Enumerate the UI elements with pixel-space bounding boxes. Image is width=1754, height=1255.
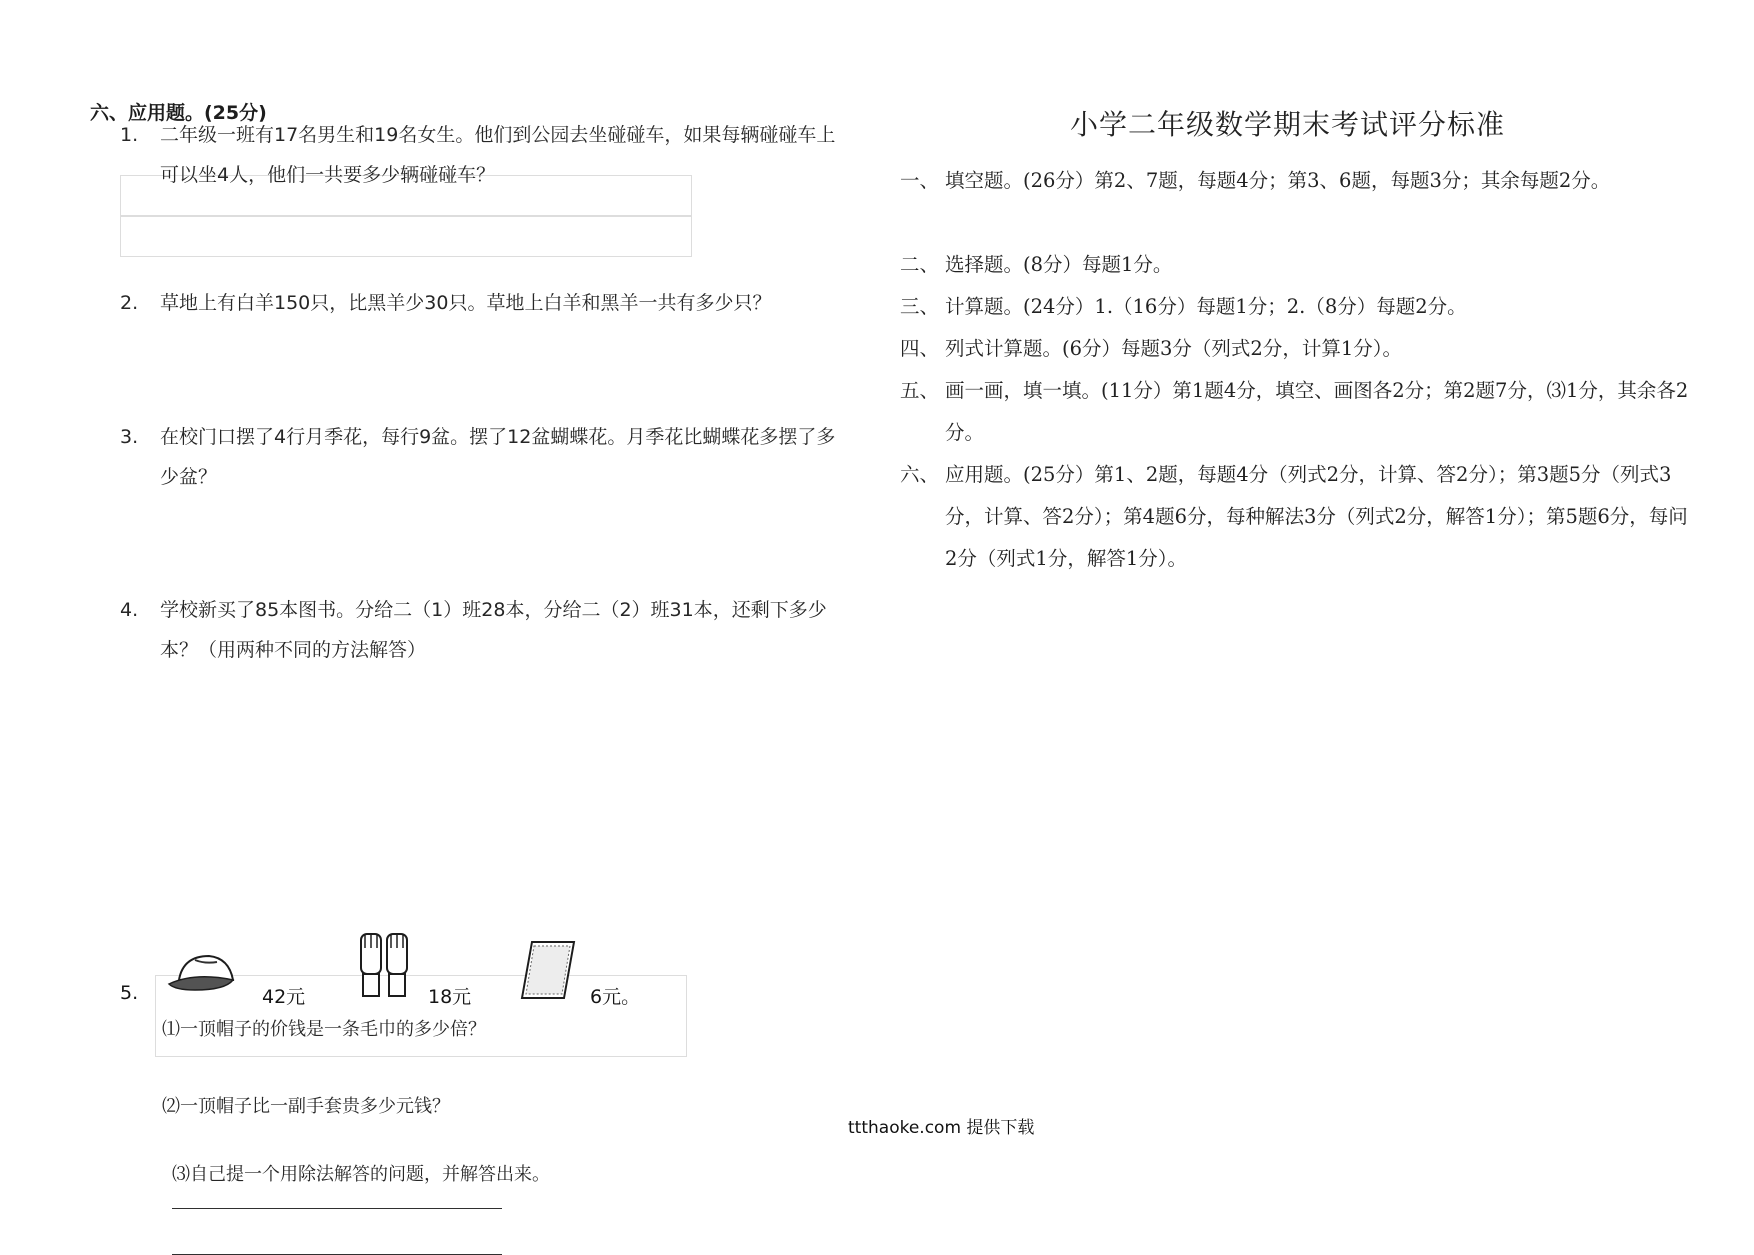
question-number: 2. <box>120 292 139 314</box>
scoring-rule <box>900 244 1690 286</box>
question-number: 5. <box>120 982 139 1004</box>
answer-line <box>172 1208 502 1209</box>
rule-text: 选择题。(8分）每题1分。 <box>945 253 1173 276</box>
rule-label: 一、 <box>900 169 940 192</box>
footer-source: ttthaoke.com 提供下载 <box>848 1118 1035 1138</box>
rule-label: 六、 <box>900 463 940 486</box>
rule-text: 画一画，填一填。(11分）第1题4分，填空、画图各2分；第2题7分，⑶1分，其余各2分。 <box>945 379 1689 444</box>
scoring-rule <box>900 454 1690 580</box>
gloves-icon <box>355 930 415 1009</box>
scoring-rule <box>900 328 1690 370</box>
scoring-rule <box>900 286 1690 328</box>
question-text: 草地上有白羊150只，比黑羊少30只。草地上白羊和黑羊一共有多少只？ <box>160 292 772 314</box>
question-text: 学校新买了85本图书。分给二（1）班28本，分给二（2）班31本，还剩下多少本？（用两种不同的方法解答） <box>160 599 827 661</box>
rule-label: 五、 <box>900 379 940 402</box>
scoring-rule <box>900 370 1690 454</box>
question-text: 二年级一班有17名男生和19名女生。他们到公园去坐碰碰车，如果每辆碰碰车上可以坐4人，他们一共要多少辆碰碰车？ <box>160 124 836 186</box>
bleed-through-score-table-divider <box>120 215 692 217</box>
question-2 <box>120 283 845 323</box>
rule-label: 二、 <box>900 253 940 276</box>
rule-text: 填空题。(26分）第2、7题，每题4分；第3、6题，每题3分；其余每题2分。 <box>945 169 1611 192</box>
question-5-sub-2: ⑵一顶帽子比一副手套贵多少元钱？ <box>162 1096 450 1117</box>
rule-text: 应用题。(25分）第1、2题，每题4分（列式2分，计算、答2分）；第3题5分（列式3分，计算、答2分）；第4题6分，每种解法3分（列式2分，解答1分）；第5题6分，每问2分（列式1分，解答1分）。 <box>945 463 1688 570</box>
question-text: 在校门口摆了4行月季花，每行9盆。摆了12盆蝴蝶花。月季花比蝴蝶花多摆了多少盆？ <box>160 426 836 488</box>
question-number: 4. <box>120 599 139 621</box>
question-5-sub-3: ⑶自己提一个用除法解答的问题，并解答出来。 <box>172 1164 550 1185</box>
rule-label: 三、 <box>900 295 940 318</box>
question-number: 3. <box>120 426 139 448</box>
towel-icon <box>518 938 578 1007</box>
cap-icon <box>165 950 245 999</box>
question-5-items <box>120 930 840 1020</box>
page-title: 小学二年级数学期末考试评分标准 <box>1070 108 1506 141</box>
rule-text: 计算题。(24分）1.（16分）每题1分；2.（8分）每题2分。 <box>945 295 1467 318</box>
question-1 <box>120 115 845 195</box>
cap-price: 42元 <box>262 986 306 1008</box>
gloves-price: 18元 <box>428 986 472 1008</box>
question-number: 1. <box>120 124 139 146</box>
scanned-exam-page <box>80 80 840 1210</box>
question-5-sub-1: ⑴一顶帽子的价钱是一条毛巾的多少倍？ <box>162 1019 486 1040</box>
question-3 <box>120 417 845 497</box>
rule-text: 列式计算题。(6分）每题3分（列式2分，计算1分）。 <box>945 337 1402 360</box>
rule-label: 四、 <box>900 337 940 360</box>
question-4 <box>120 590 845 670</box>
section-title: 六、应用题。(25分) <box>90 102 267 124</box>
scoring-rule <box>900 160 1690 202</box>
towel-price: 6元。 <box>590 986 641 1008</box>
